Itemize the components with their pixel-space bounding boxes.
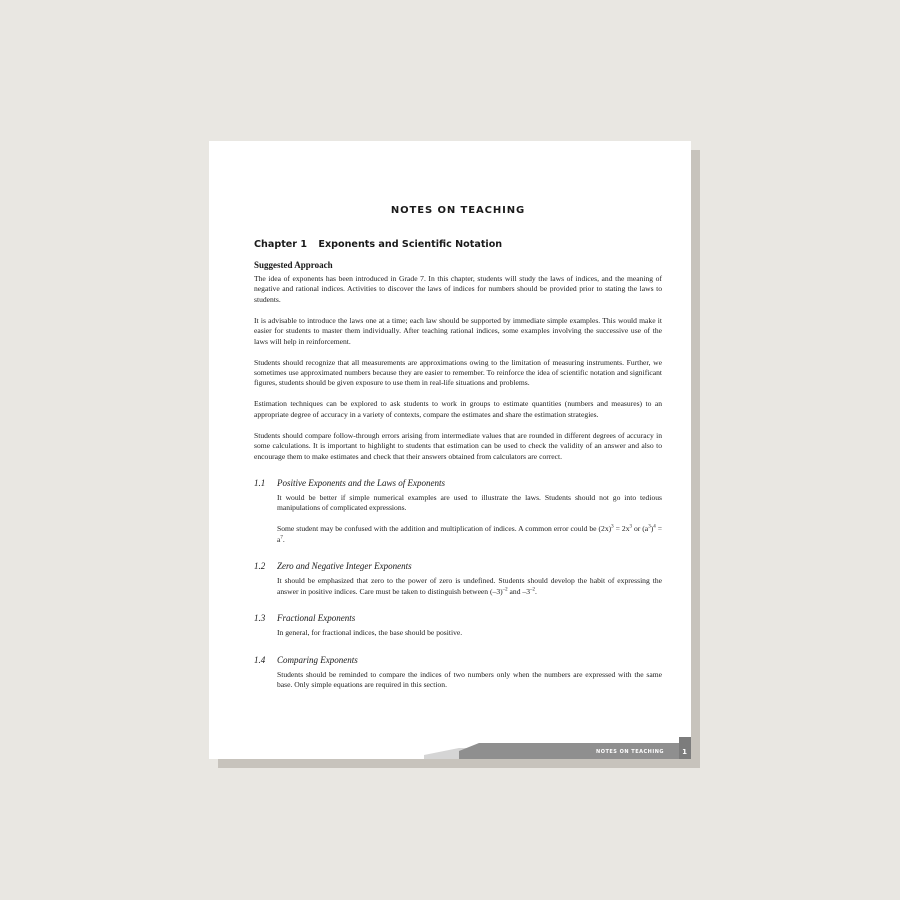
section-paragraph-formula [277,576,662,597]
section-heading [254,613,662,625]
section-paragraph: Students should be reminded to compare the indices of two numbers only when the numbers are expressed with the same base. Only simple equations are required in this section. [277,669,662,689]
chapter-heading [254,239,662,250]
page-number: 1 [682,748,687,756]
chapter-number: Chapter 1 [254,239,308,250]
formula-part: or (a [632,524,649,534]
section-title: Zero and Negative Integer Exponents [277,561,412,572]
section-number: 1.2 [254,561,266,572]
paragraph: Students should recognize that all measurements are approximations owing to the limitation of measuring instruments. Further, we sometimes use approximated numbers because they are easier to remember. To reinforce the idea of scientific notation and significant figures, students should be given exposure to use them in real-life situations and problems. [254,357,662,388]
formula-part: (2x) [598,524,612,534]
section-number: 1.1 [254,478,266,489]
document-page [209,141,691,759]
section-title: Comparing Exponents [277,654,358,665]
section-paragraph: In general, for fractional indices, the base should be positive. [277,628,463,638]
formula-part: = 2x [613,524,630,534]
footer-band-shape [209,737,691,759]
suggested-approach-heading: Suggested Approach [254,260,333,270]
footer-band [209,737,691,759]
formula-part: and –3 [507,586,531,596]
paragraph: The idea of exponents has been introduced in Grade 7. In this chapter, students will study the laws of indices, and the meaning of negative and rational indices. Activities to discover the laws of indices for numbers should be provided prior to stating the laws to students. [254,274,662,304]
document-title: NOTES ON TEACHING [390,205,526,216]
formula-exponent: 4 [653,524,656,530]
section-number: 1.3 [254,613,266,624]
paragraph: It is advisable to introduce the laws one at a time; each law should be supported by immediate simple examples. This would make it easier for students to master them individually. After teaching rational indices, some examples involving the successive use of the laws will help in reinforcement. [254,315,662,346]
section-title: Positive Exponents and the Laws of Exponents [277,478,445,489]
formula-part: . [282,534,285,544]
formula-exponent: –2 [530,587,536,593]
formula-exponent: 7 [280,535,283,541]
section-paragraph-formula [277,524,662,545]
formula-part: = a [277,524,662,544]
page-content [254,205,662,701]
section-heading [254,478,662,490]
footer-label: NOTES ON TEACHING [596,749,664,755]
paragraph-text: It should be emphasized that zero to the power of zero is undefined. Students should develop the habit of expressing the answer in positive indices. Care must be taken to distinguish between (–3) [277,576,662,596]
formula-exponent: –2 [502,587,508,593]
formula-part: ) [650,524,654,534]
paragraph: Estimation techniques can be explored to ask students to work in groups to estimate quantities (numbers and measures) to an appropriate degree of accuracy in a variety of contexts, compare the estimates and share the estimation strategies. [254,399,662,419]
section-heading [254,655,662,667]
chapter-title: Exponents and Scientific Notation [318,239,503,250]
section-1-1 [254,478,662,545]
formula-exponent: 3 [648,524,651,530]
section-1-3 [254,613,662,638]
section-1-2 [254,561,662,597]
section-title: Fractional Exponents [277,613,356,624]
section-number: 1.4 [254,654,266,665]
section-paragraph: It would be better if simple numerical examples are used to illustrate the laws. Students should not go into tedious manipulations of complicated expressions. [277,493,662,513]
section-1-4 [254,655,662,691]
paragraph-text: Some student may be confused with the addition and multiplication of indices. A common error could be [277,524,597,534]
formula-part: . [535,586,537,596]
paragraph: Students should compare follow-through errors arising from intermediate values that are rounded in different degrees of accuracy in some calculations. It is important to highlight to students that estimation can be used to check the validity of an answer and also to encourage them to make estimates and check that their answers obtained from calculators are correct. [254,430,662,461]
formula-exponent: 3 [611,524,614,530]
section-heading [254,561,662,573]
formula-exponent: 3 [629,524,632,530]
